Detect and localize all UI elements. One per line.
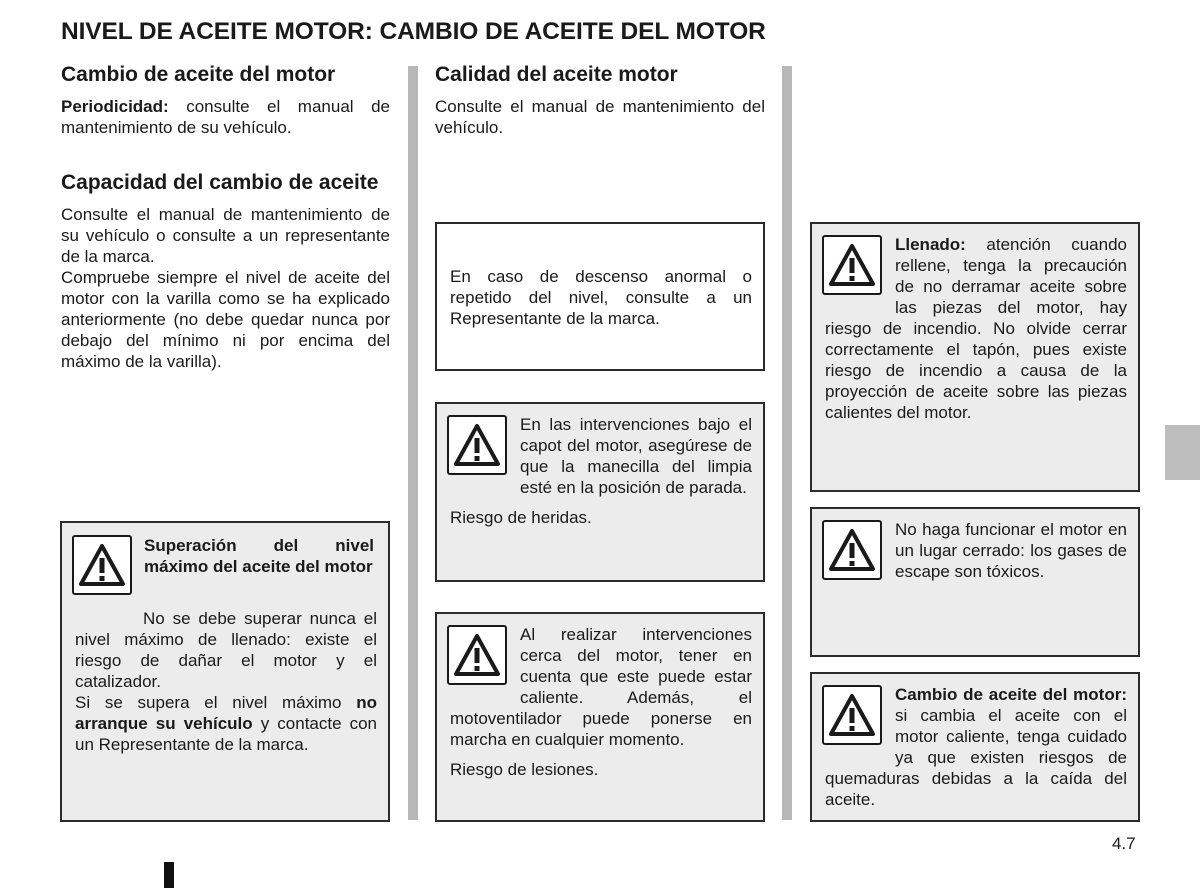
warning-caliente-text: Al realizar intervenciones cerca del motor, tener en cuenta que este puede estar caliente. Además, el motoventilador puede ponerse en marcha en cualquier momento. <box>450 625 752 749</box>
warning-box-lugar-cerrado <box>810 507 1140 657</box>
calidad-paragraph: Consulte el manual de mantenimiento del vehículo. <box>435 97 765 137</box>
section-tab <box>1165 425 1200 480</box>
note-box-descenso <box>435 222 765 371</box>
warning-caliente-body <box>450 624 752 780</box>
capacidad-paragraph-1: Consulte el manual de mantenimiento de su vehículo o consulte a un representante de la marca. <box>61 205 390 266</box>
warning-cerrado-body <box>825 519 1127 603</box>
warning-capot-risk: Riesgo de heridas. <box>450 508 592 527</box>
warning-box-aceite-caliente <box>810 672 1140 822</box>
heading-cambio-aceite: Cambio de aceite del motor <box>61 63 336 86</box>
warning-box-motor-caliente <box>435 612 765 822</box>
heading-capacidad: Capacidad del cambio de aceite <box>61 171 379 194</box>
warning-nivel-body <box>75 608 377 755</box>
heading-calidad: Calidad del aceite motor <box>435 63 678 86</box>
capacidad-paragraph-2: Compruebe siempre el nivel de aceite del motor con la varilla como se ha explicado anteriormente (no debe quedar nunca por debajo del mínimo ni por encima del máximo de la varilla). <box>61 268 390 371</box>
warning-box-llenado <box>810 222 1140 492</box>
column-1 <box>61 62 390 372</box>
column-2 <box>435 62 765 138</box>
warning-nivel-text2-bold: no arranque su vehículo <box>75 693 377 733</box>
periodicidad-label: Periodicidad: <box>61 97 169 116</box>
warning-capot-body <box>450 414 752 528</box>
warning-aceite-caliente-bold: Cambio de aceite del motor: <box>895 685 1127 704</box>
periodicidad-text: consulte el manual de mantenimiento de su vehículo. <box>61 97 390 137</box>
warning-llenado-text: atención cuando rellene, tenga la precaución de no derramar aceite sobre las piezas del motor, hay riesgo de incendio. No olvide cerrar correctamente el tapón, pues existe riesgo de incendio a causa de la proyección de aceite sobre las piezas calientes del motor. <box>825 235 1127 422</box>
warning-caliente-risk: Riesgo de lesiones. <box>450 760 599 779</box>
page-title: NIVEL DE ACEITE MOTOR: CAMBIO DE ACEITE DEL MOTOR <box>61 18 766 45</box>
warning-llenado-body <box>825 234 1127 423</box>
page-number: 4.7 <box>1112 834 1136 853</box>
warning-aceite-caliente-text: si cambia el aceite con el motor caliente, tenga cuidado ya que existen riesgos de quemaduras debidas a la caída del aceite. <box>825 706 1127 809</box>
warning-box-capot <box>435 402 765 582</box>
warning-cerrado-text: No haga funcionar el motor en un lugar cerrado: los gases de escape son tóxicos. <box>895 520 1127 581</box>
column-divider-2 <box>782 66 792 820</box>
warning-nivel-title: Superación del nivel máximo del aceite del motor <box>144 536 374 576</box>
page-edge-marker <box>164 862 174 888</box>
warning-nivel-text1: No se debe superar nunca el nivel máximo de llenado: existe el riesgo de dañar el motor y el catalizador. <box>75 609 377 691</box>
periodicidad-paragraph <box>61 96 390 138</box>
warning-nivel-text2-post: y contacte con un Representante de la marca. <box>75 714 378 754</box>
note-descenso-text: En caso de descenso anormal o repetido del nivel, consulte a un Representante de la marca. <box>450 267 752 328</box>
warning-capot-text: En las intervenciones bajo el capot del motor, asegúrese de que la manecilla del limpia esté en la posición de parada. <box>520 415 752 497</box>
warning-aceite-caliente-body <box>825 684 1127 810</box>
column-divider-1 <box>408 66 418 820</box>
warning-nivel-text2-pre: Si se supera el nivel máximo <box>75 693 357 712</box>
warning-triangle-icon <box>72 535 132 595</box>
warning-llenado-bold: Llenado: <box>895 235 966 254</box>
warning-box-nivel-maximo <box>60 521 390 822</box>
